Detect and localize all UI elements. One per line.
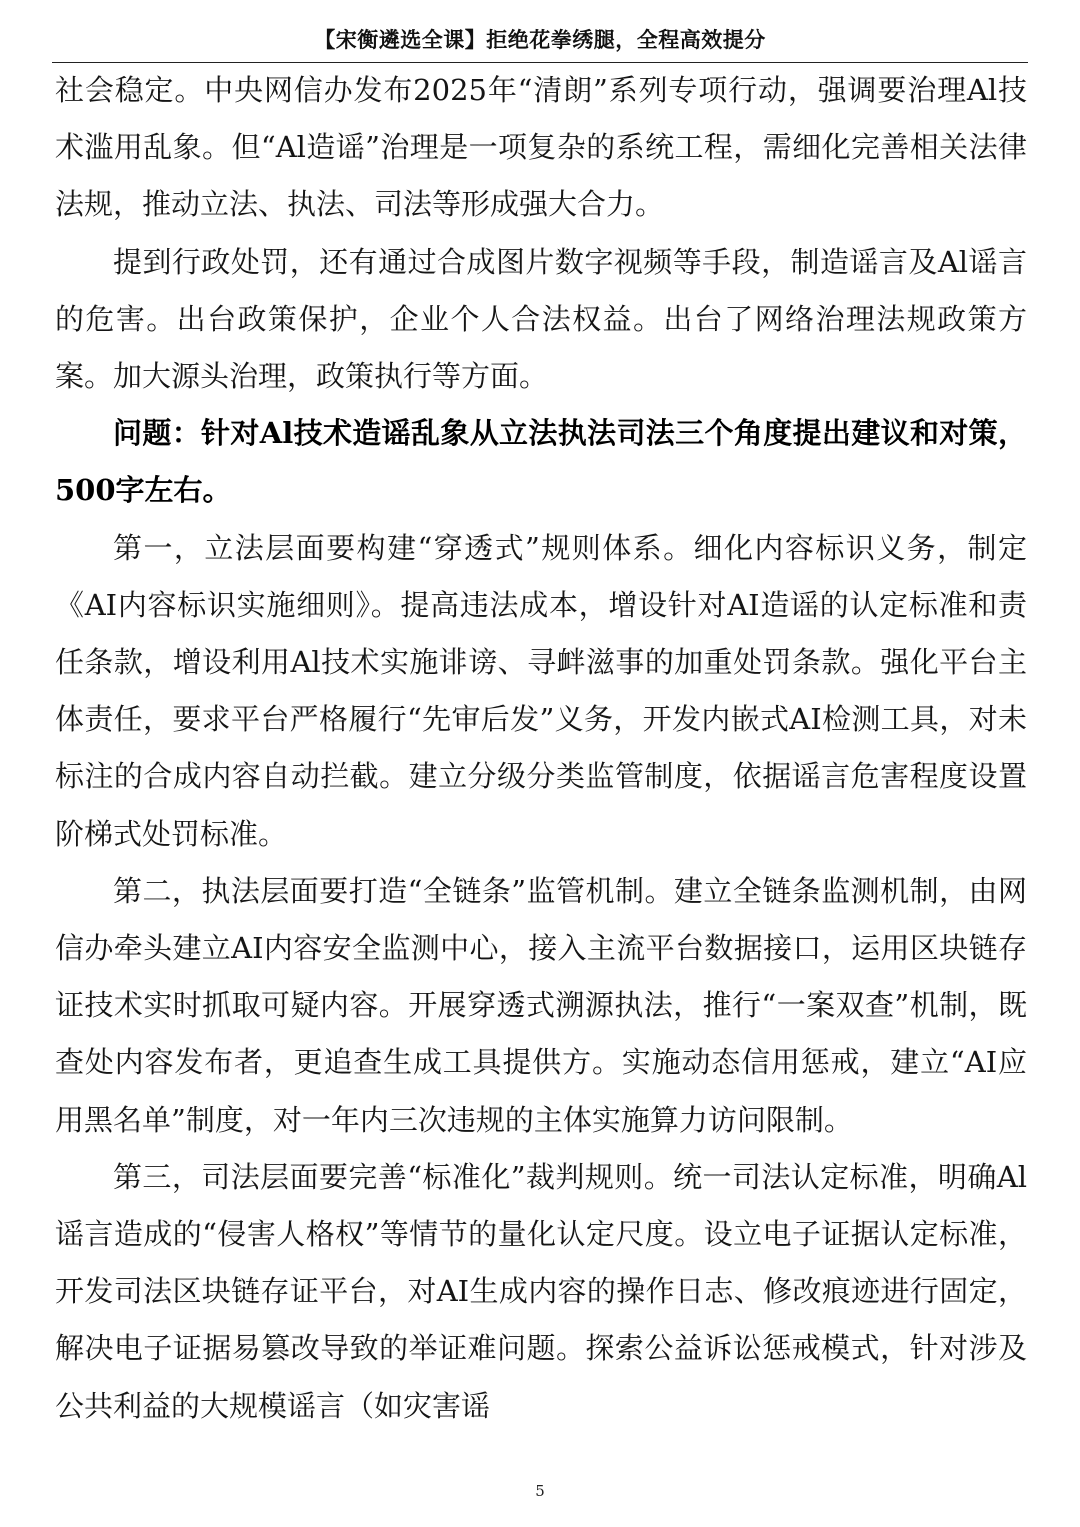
paragraph-legislation: 第一，立法层面要构建“穿透式”规则体系。细化内容标识义务，制定《AI内容标识实施细则》。提高违法成本，增设针对AI造谣的认定标准和责任条款，增设利用Al技术实施诽谤、寻衅滋事的加重处罚条款。强化平台主体责任，要求平台严格履行“先审后发”义务，开发内嵌式AI检测工具，对未标注的合成内容自动拦截。建立分级分类监管制度，依据谣言危害程度设置阶梯式处罚标准。: [55, 530, 1027, 851]
document-body: [55, 62, 1027, 1435]
paragraph-enforcement: 第二，执法层面要打造“全链条”监管机制。建立全链条监测机制，由网信办牵头建立AI内容安全监测中心，接入主流平台数据接口，运用区块链存证技术实时抓取可疑内容。开展穿透式溯源执法，推行“一案双查”机制，既查处内容发布者，更追查生成工具提供方。实施动态信用惩戒，建立“AI应用黑名单”制度，对一年内三次违规的主体实施算力访问限制。: [55, 873, 1027, 1137]
paragraph-material-summary: 提到行政处罚，还有通过合成图片数字视频等手段，制造谣言及Al谣言的危害。出台政策保护，企业个人合法权益。出台了网络治理法规政策方案。加大源头治理，政策执行等方面。: [55, 244, 1027, 394]
question-heading: 问题：针对Al技术造谣乱象从立法执法司法三个角度提出建议和对策，500字左右。: [55, 416, 1027, 508]
page-number: 5: [535, 1482, 545, 1500]
page-header: 【宋衡遴选全课】拒绝花拳绣腿，全程高效提分: [314, 27, 766, 52]
paragraph-continuation: 社会稳定。中央网信办发布2025年“清朗”系列专项行动，强调要治理Al技术滥用乱象。但“Al造谣”治理是一项复杂的系统工程，需细化完善相关法律法规，推动立法、执法、司法等形成强大合力。: [55, 73, 1027, 222]
paragraph-judiciary: 第三，司法层面要完善“标准化”裁判规则。统一司法认定标准，明确Al谣言造成的“侵害人格权”等情节的量化认定尺度。设立电子证据认定标准，开发司法区块链存证平台，对AI生成内容的操作日志、修改痕迹进行固定，解决电子证据易篡改导致的举证难问题。探索公益诉讼惩戒模式，针对涉及公共利益的大规模谣言（如灾害谣: [55, 1159, 1027, 1423]
